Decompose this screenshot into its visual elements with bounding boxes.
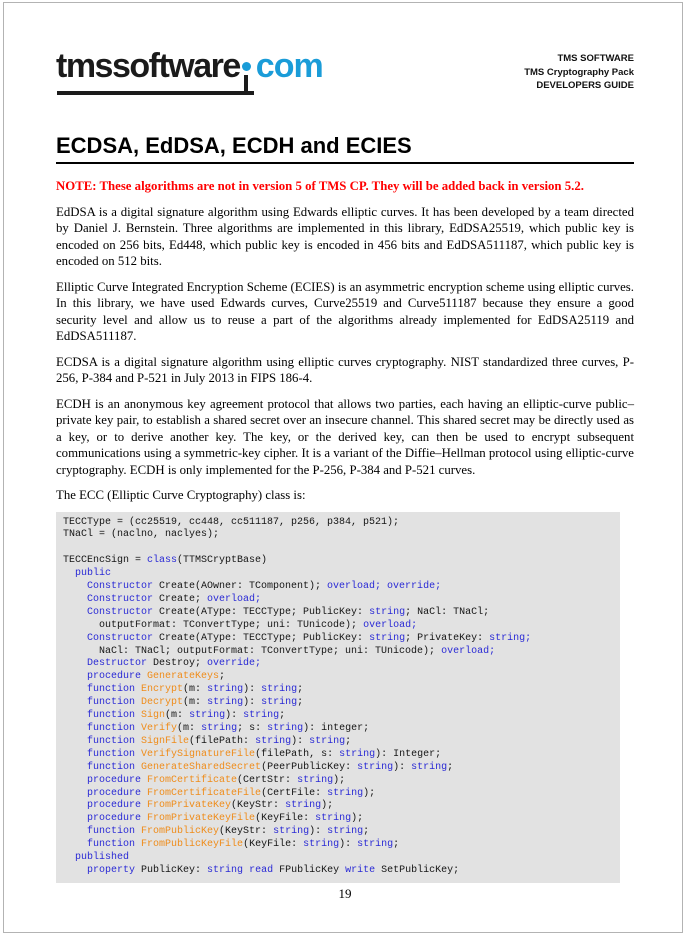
logo-text-blue: com	[255, 47, 323, 85]
page-header	[56, 49, 634, 101]
code-line: TECCEncSign = class(TTMSCryptBase)	[63, 555, 268, 567]
code-line: TECCType = (cc25519, cc448, cc511187, p256, p384, p521);	[63, 516, 400, 528]
logo-underline	[57, 91, 254, 95]
code-block	[56, 512, 620, 883]
tmssoftware-logo	[56, 49, 356, 101]
code-line: TNaCl = (naclno, naclyes);	[63, 529, 220, 541]
code-line: function FromPublicKey(KeyStr: string): string;	[63, 826, 370, 838]
paragraph-ecdh: ECDH is an anonymous key agreement protocol that allows two parties, each having an elliptic-curve public–private key pair, to establish a shared secret over an insecure channel. This shared secret may be directly used as a key, or to derive another key. The key, or the derived key, can then be used to encrypt subsequent communications using a symmetric-key cipher. It is a variant of the Diffie–Hellman protocol using elliptic-curve cryptography. ECDH is only implemented for the P-256, P-384 and P-521 curves.	[56, 396, 634, 477]
code-line: function Decrypt(m: string): string;	[63, 697, 304, 709]
paragraph-ecdsa: ECDSA is a digital signature algorithm using elliptic curves cryptography. NIST standardized three curves, P-256, P-384 and P-521 in July 2013 in FIPS 186-4.	[56, 354, 634, 385]
code-line: Constructor Create(AOwner: TComponent); overload; override;	[63, 581, 442, 593]
code-line: function GenerateSharedSecret(PeerPublicKey: string): string;	[63, 761, 454, 773]
code-line: function SignFile(filePath: string): string;	[63, 735, 352, 747]
code-line: function FromPublicKeyFile(KeyFile: string): string;	[63, 839, 400, 851]
code-line: public	[63, 568, 112, 580]
code-line: function VerifySignatureFile(filePath, s: string): Integer;	[63, 748, 442, 760]
header-line-guide: DEVELOPERS GUIDE	[536, 80, 634, 91]
page-title: ECDSA, EdDSA, ECDH and ECIES	[56, 133, 634, 164]
code-line: procedure GenerateKeys;	[63, 671, 226, 683]
code-line: procedure FromPrivateKey(KeyStr: string);	[63, 800, 334, 812]
paragraph-ecc-class-intro: The ECC (Elliptic Curve Cryptography) class is:	[56, 488, 306, 502]
header-right-block	[524, 52, 634, 93]
code-line: Constructor Create(AType: TECCType; PublicKey: string; NaCl: TNaCl;	[63, 606, 490, 618]
code-line: procedure FromPrivateKeyFile(KeyFile: string);	[63, 813, 364, 825]
header-line-company: TMS SOFTWARE	[557, 53, 634, 64]
code-line: NaCl: TNaCl; outputFormat: TConvertType; uni: TUnicode); overload;	[63, 645, 496, 657]
logo-text-black: tmssoftware	[56, 47, 240, 85]
header-line-product: TMS Cryptography Pack	[524, 66, 634, 78]
paragraph-eddsa: EdDSA is a digital signature algorithm using Edwards elliptic curves. It has been developed by a team directed by Daniel J. Bernstein. Three algorithms are implemented in this library, EdDSA25519, which public key is encoded on 256 bits, Ed448, which public key is encoded in 456 bits and EdDSA511187, which public key is encoded on 512 bits.	[56, 204, 634, 268]
code-line: property PublicKey: string read FPublicKey write SetPublicKey;	[63, 864, 460, 876]
code-line: published	[63, 852, 130, 864]
page-number: 19	[338, 885, 352, 901]
code-line: Destructor Destroy; override;	[63, 658, 262, 670]
code-line: Constructor Create; overload;	[63, 593, 262, 605]
code-line: procedure FromCertificate(CertStr: string);	[63, 774, 346, 786]
code-line: function Sign(m: string): string;	[63, 710, 286, 722]
code-line: Constructor Create(AType: TECCType; PublicKey: string; PrivateKey: string;	[63, 632, 532, 644]
code-line: function Verify(m: string; s: string): integer;	[63, 723, 370, 734]
code-line	[63, 542, 620, 555]
note-text: NOTE: These algorithms are not in version 5 of TMS CP. They will be added back in version 5.2.	[56, 179, 584, 193]
paragraph-ecies: Elliptic Curve Integrated Encryption Scheme (ECIES) is an asymmetric encryption scheme using elliptic curves. In this library, we have used Edwards curves, Curve25519 and Curve511187 because they ensure a good security level and allow us to reuse a part of the algorithms already implemented for EdDSA25119 and EdDSA511187.	[56, 279, 634, 343]
code-line: function Encrypt(m: string): string;	[63, 684, 304, 696]
code-line: procedure FromCertificateFile(CertFile: string);	[63, 787, 376, 799]
logo-dot-icon	[242, 62, 251, 71]
logo-riser-bar	[244, 75, 248, 91]
code-line: outputFormat: TConvertType; uni: TUnicode); overload;	[63, 619, 418, 631]
